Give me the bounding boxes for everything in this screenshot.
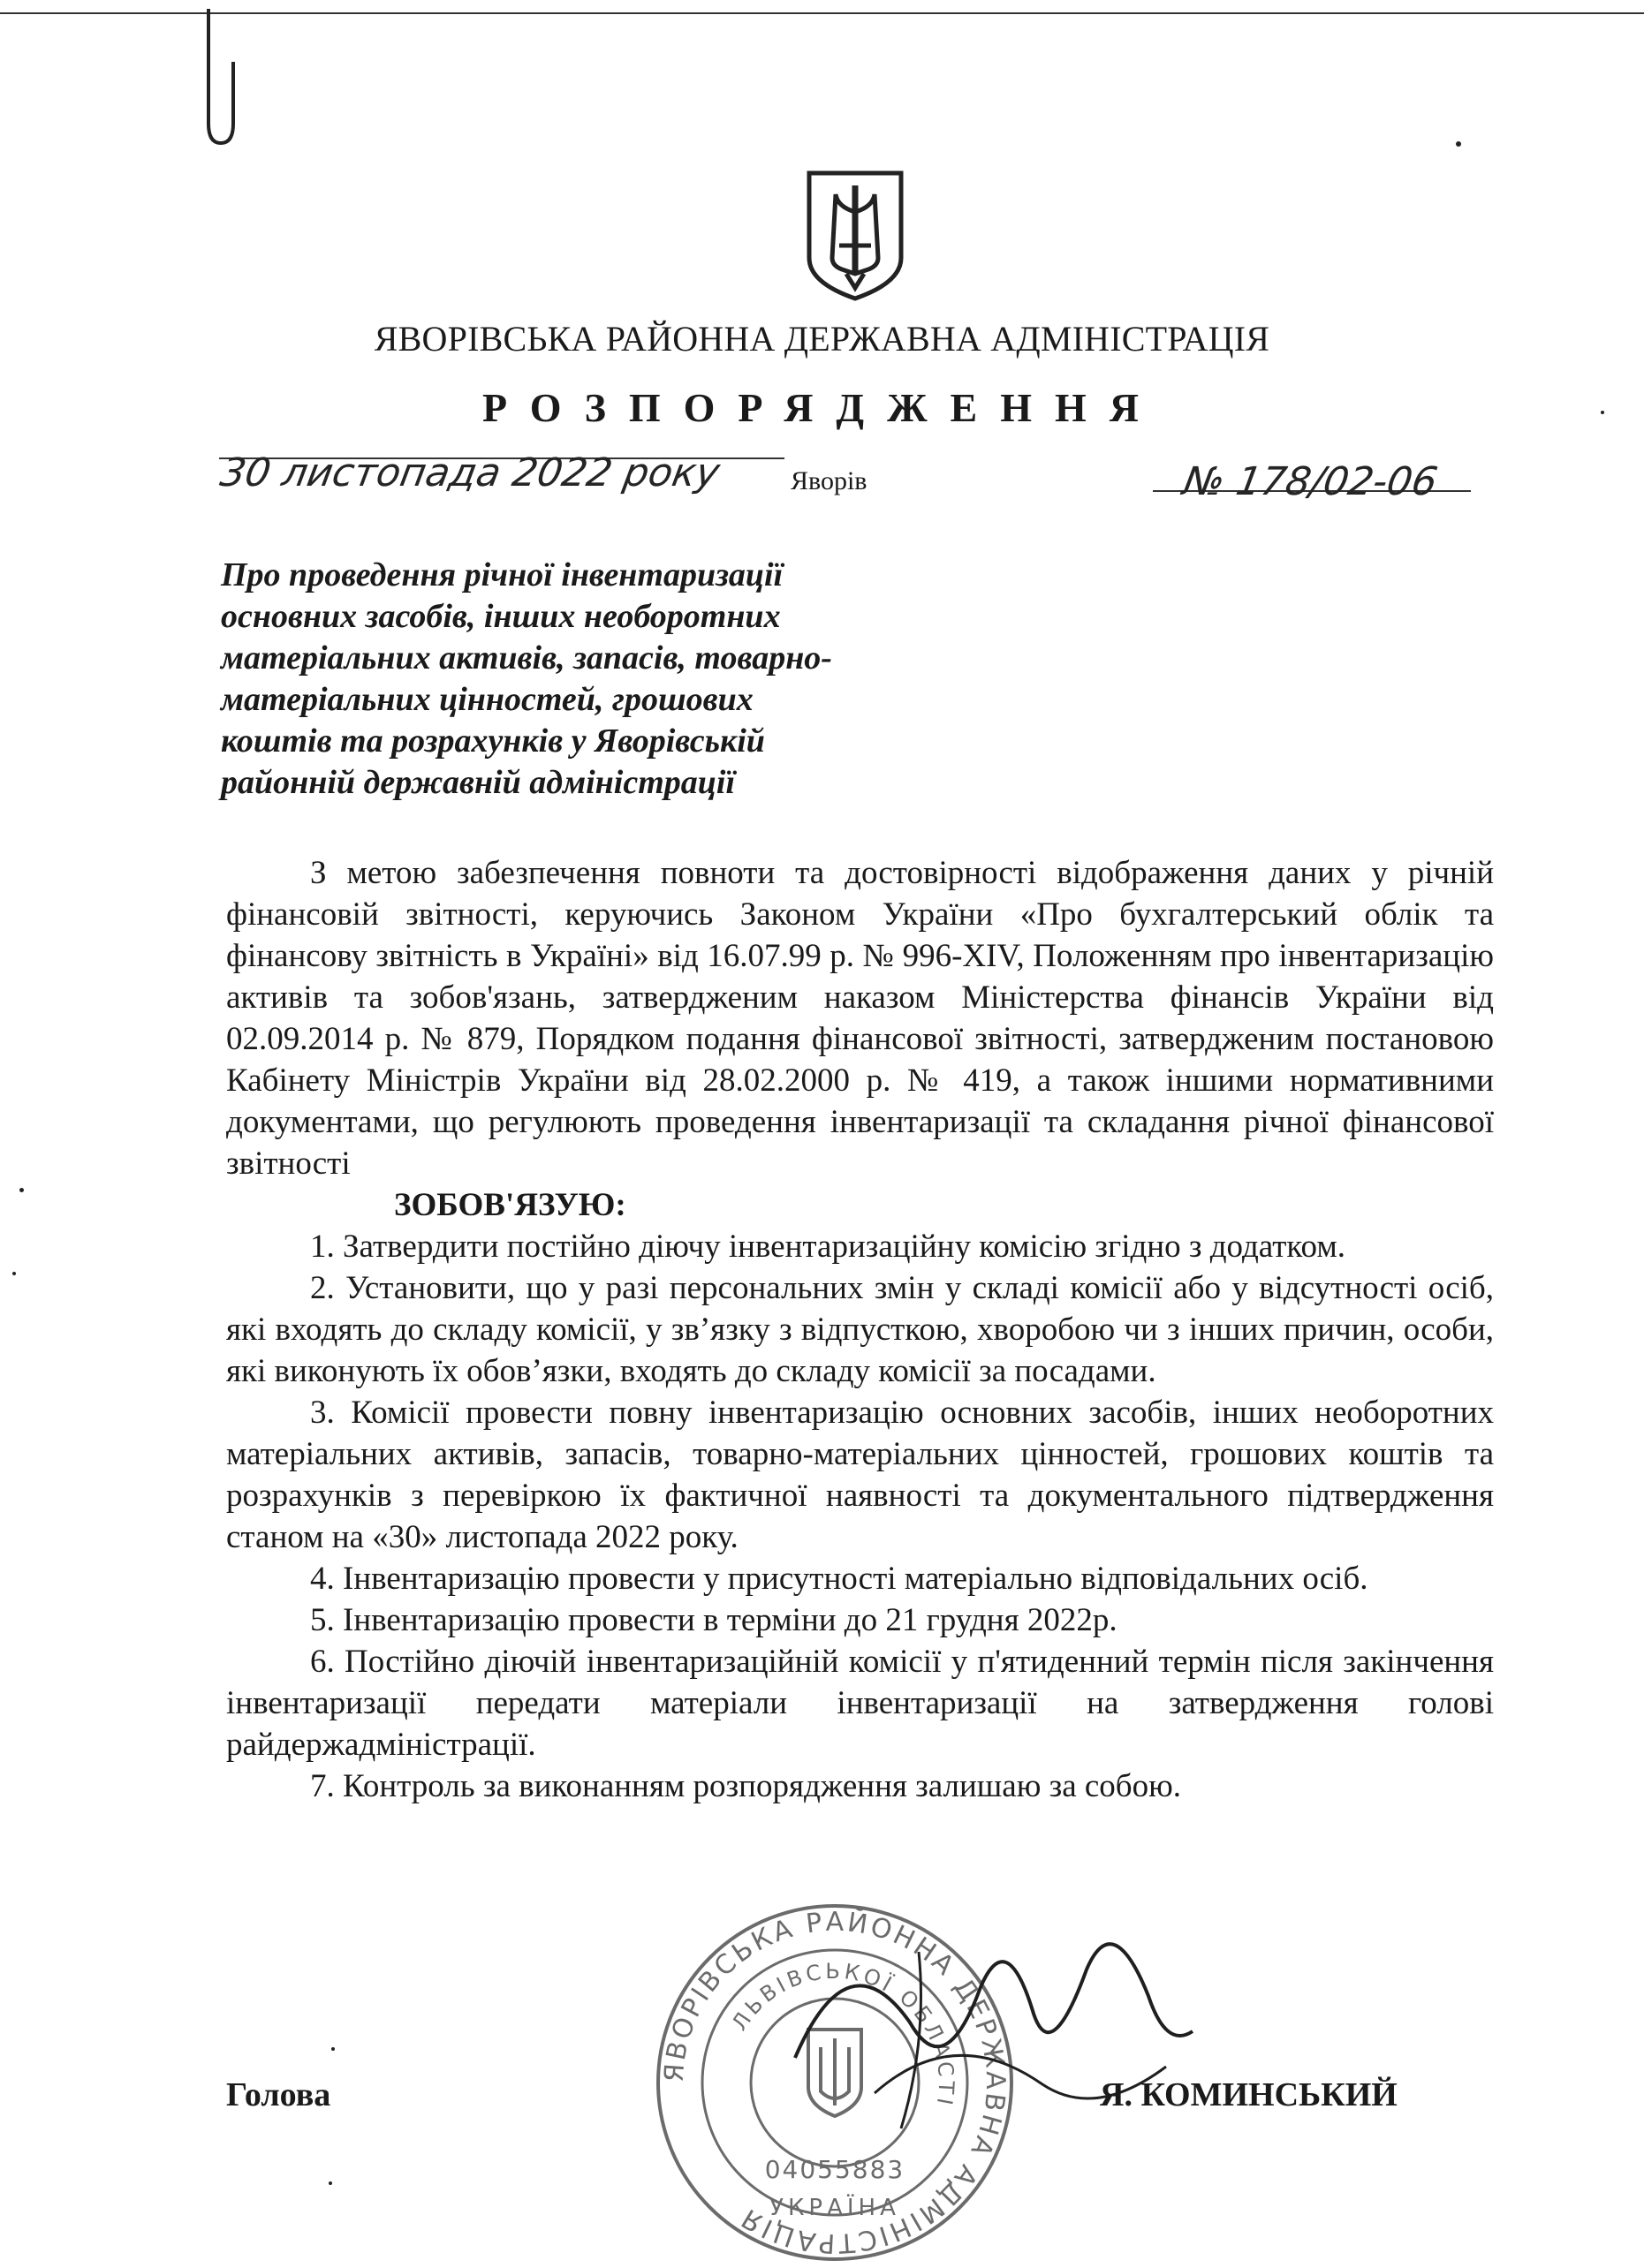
subject-line: Про проведення річної інвентаризації bbox=[221, 556, 784, 593]
subject-line: матеріальних цінностей, грошових bbox=[221, 681, 754, 718]
coat-of-arms-icon bbox=[806, 170, 905, 302]
order-item: 1. Затвердити постійно діючу інвентаризаційну комісію згідно з додатком. bbox=[310, 1228, 1345, 1265]
order-body bbox=[226, 852, 1494, 1807]
scan-speck bbox=[1456, 141, 1461, 147]
scan-speck bbox=[12, 1272, 16, 1275]
handwritten-order-number: № 178/02-06 bbox=[1179, 459, 1441, 504]
order-subject bbox=[221, 555, 1016, 804]
subject-line: основних засобів, інших необоротних bbox=[221, 598, 781, 635]
document-type-heading: РОЗПОРЯДЖЕННЯ bbox=[481, 385, 1163, 430]
stamp-ring-text: ЯВОРІВСЬКА РАЙОННА ДЕРЖАВНА АДМІНІСТРАЦІЯ bbox=[658, 1906, 1011, 2259]
oblige-heading: ЗОБОВ'ЯЗУЮ: bbox=[394, 1187, 626, 1223]
handwritten-date: 30 листопада 2022 року bbox=[216, 450, 724, 495]
scan-speck bbox=[329, 2181, 332, 2185]
organization-title: ЯВОРІВСЬКА РАЙОННА ДЕРЖАВНА АДМІНІСТРАЦІЯ bbox=[374, 319, 1270, 359]
preamble-paragraph: З метою забезпечення повноти та достовірності відображення даних у річній фінансовій звітності, керуючись Законом України «Про бухгалтерський облік та фінансову звітність в Україні» від 16.07.99 р. № 996-XIV, Положенням про інвентаризацію активів та зобов'язань, затвердженим наказом Міністерства фінансів України від 02.09.2014 р. № 879, Порядком подання фінансової звітності, затвердженим постановою Кабінету Міністрів України від 28.02.2000 р. № 419, а також іншими нормативними документами, що регулюють проведення інвентаризації та складання річної фінансової звітності bbox=[226, 855, 1494, 1182]
scan-speck bbox=[19, 1188, 24, 1192]
stamp-code: 04055883 bbox=[764, 2155, 905, 2184]
order-item: 7. Контроль за виконанням розпорядження залишаю за собою. bbox=[310, 1768, 1182, 1804]
signer-name: Я. КОМИНСЬКИЙ bbox=[1100, 2076, 1398, 2113]
stamp-country: УКРАЇНА bbox=[769, 2195, 900, 2221]
subject-line: матеріальних активів, запасів, товарно- bbox=[221, 639, 832, 677]
order-item: 6. Постійно діючій інвентаризаційній комісії у п'ятиденний термін після закінчення інвентаризації передати матеріали інвентаризації на затвердження голові райдержадміністрації. bbox=[226, 1644, 1494, 1763]
order-item: 2. Установити, що у разі персональних змін у складі комісії або у відсутності осіб, які входять до складу комісії, у зв’язку з відпусткою, хворобою чи з інших причин, особи, які виконують їх обов’язки, входять до складу комісії за посадами. bbox=[226, 1270, 1494, 1389]
signer-position: Голова bbox=[226, 2076, 331, 2113]
city-label: Яворів bbox=[791, 466, 867, 495]
subject-line: коштів та розрахунків у Яворівській bbox=[221, 722, 765, 760]
stamp-inner-text: ЛЬВІВСЬКОЇ ОБЛАСТІ bbox=[726, 1958, 959, 2111]
order-item: 3. Комісії провести повну інвентаризацію основних засобів, інших необоротних матеріальних активів, запасів, товарно-матеріальних цінностей, грошових коштів та розрахунків з перевіркою їх фактичної наявності та документального підтвердження станом на «30» листопада 2022 року. bbox=[226, 1395, 1494, 1555]
order-item: 5. Інвентаризацію провести в терміни до 21 грудня 2022р. bbox=[310, 1602, 1117, 1638]
paper-clip-mark bbox=[201, 0, 254, 150]
order-item: 4. Інвентаризацію провести у присутності матеріально відповідальних осіб. bbox=[310, 1561, 1368, 1597]
scan-speck bbox=[331, 2047, 335, 2051]
subject-line: районній державній адміністрації bbox=[221, 764, 736, 801]
